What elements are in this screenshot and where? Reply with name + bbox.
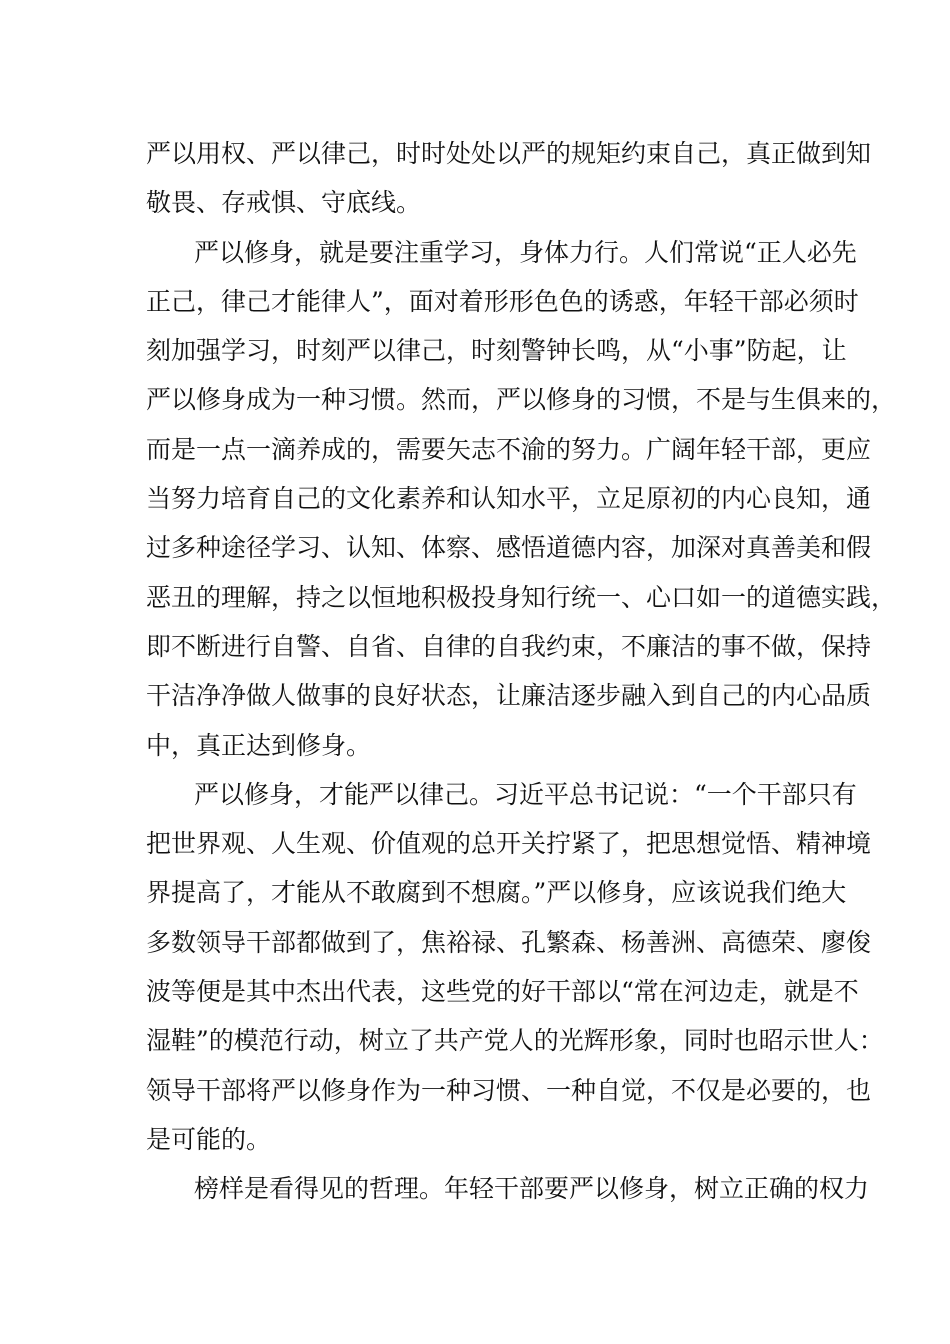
- text-line: 而是一点一滴养成的，需要矢志不渝的努力。广阔年轻干部，更应: [146, 434, 872, 464]
- text-line: 敬畏、存戒惧、守底线。: [146, 188, 422, 218]
- text-line: 中，真正达到修身。: [146, 730, 372, 760]
- text-line: 多数领导干部都做到了，焦裕禄、孔繁森、杨善洲、高德荣、廖俊: [146, 927, 872, 957]
- text-line: 正己，律己才能律人”，面对着形形色色的诱惑，年轻干部必须时: [146, 286, 859, 316]
- text-line: 严以修身成为一种习惯。然而，严以修身的习惯，不是与生俱来的，: [146, 385, 897, 415]
- text-line: 恶丑的理解，持之以恒地积极投身知行统一、心口如一的道德实践，: [146, 582, 897, 612]
- text-line: 刻加强学习，时刻严以律己，时刻警钟长鸣，从“小事”防起，让: [146, 336, 847, 366]
- text-line: 榜样是看得见的哲理。年轻干部要严以修身，树立正确的权力: [194, 1174, 870, 1204]
- text-line: 即不断进行自警、自省、自律的自我约束，不廉洁的事不做，保持: [146, 631, 872, 661]
- text-line: 湿鞋”的模范行动，树立了共产党人的光辉形象，同时也昭示世人：: [146, 1026, 884, 1056]
- text-line: 把世界观、人生观、价值观的总开关拧紧了，把思想觉悟、精神境: [146, 829, 872, 859]
- paragraph: [146, 129, 872, 228]
- text-line: 是可能的。: [146, 1124, 272, 1154]
- text-line: 当努力培育自己的文化素养和认知水平，立足原初的内心良知，通: [146, 484, 872, 514]
- paragraph: [146, 228, 897, 770]
- text-line: 严以修身，就是要注重学习，身体力行。人们常说“正人必先: [194, 237, 857, 267]
- text-line: 严以修身，才能严以律己。习近平总书记说：“一个干部只有: [194, 779, 857, 809]
- text-line: 波等便是其中杰出代表，这些党的好干部以“常在河边走，就是不: [146, 977, 859, 1007]
- paragraph: [146, 770, 884, 1164]
- text-line: 领导干部将严以修身作为一种习惯、一种自觉，不仅是必要的，也: [146, 1075, 872, 1105]
- paragraph: [146, 1164, 870, 1213]
- document-body: [146, 129, 897, 1214]
- text-line: 过多种途径学习、认知、体察、感悟道德内容，加深对真善美和假: [146, 533, 872, 563]
- text-line: 严以用权、严以律己，时时处处以严的规矩约束自己，真正做到知: [146, 139, 872, 168]
- text-line: 干洁净净做人做事的良好状态，让廉洁逐步融入到自己的内心品质: [146, 681, 872, 711]
- text-line: 界提高了，才能从不敢腐到不想腐。”严以修身，应该说我们绝大: [146, 878, 847, 908]
